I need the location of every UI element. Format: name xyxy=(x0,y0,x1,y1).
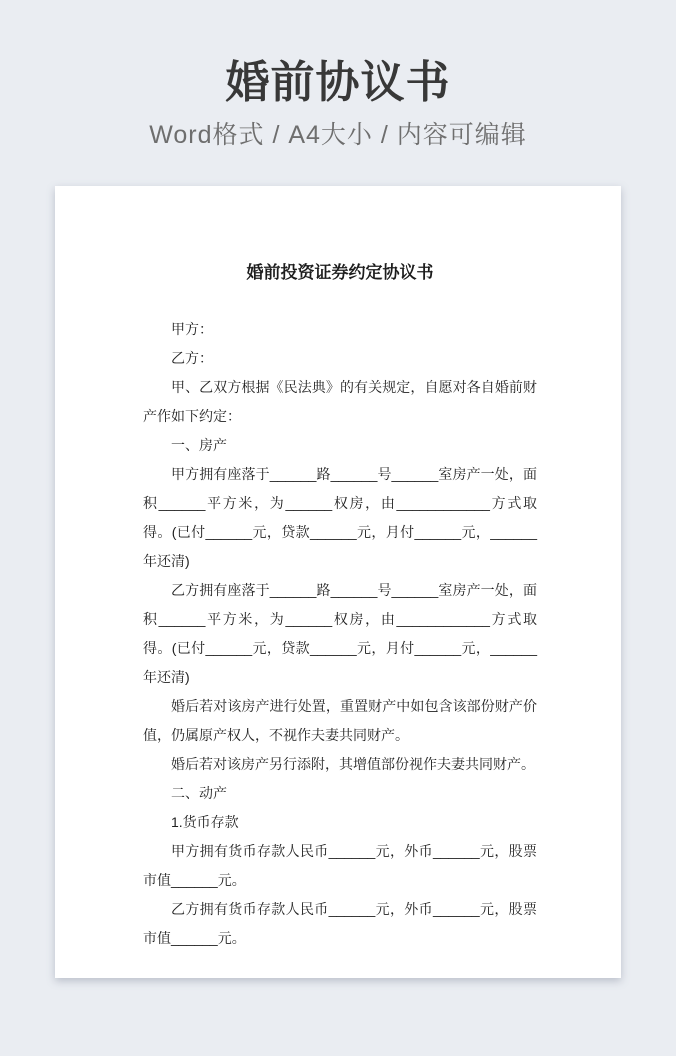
paragraph: 甲、乙双方根据《民法典》的有关规定，自愿对各自婚前财产作如下约定： xyxy=(143,379,537,424)
paragraph: 乙方： xyxy=(171,350,213,366)
paragraph: 1.货币存款 xyxy=(171,814,239,830)
paragraph: 婚后若对该房产另行添附，其增值部份视作夫妻共同财产。 xyxy=(171,756,535,772)
paragraph: 二、动产 xyxy=(171,785,227,801)
document-body xyxy=(143,315,537,953)
page-title: 婚前协议书 xyxy=(225,58,451,107)
paragraph: 一、房产 xyxy=(171,437,227,453)
paragraph: 甲方拥有货币存款人民币______元，外币______元，股票市值______元。 xyxy=(143,843,537,888)
paragraph: 乙方拥有座落于______路______号______室房产一处，面积______平方米，为______权房，由____________方式取得。(已付______元，贷款______元，月付______元，______年还清) xyxy=(143,582,537,685)
paragraph: 甲方拥有座落于______路______号______室房产一处，面积______平方米，为______权房，由____________方式取得。(已付______元，贷款______元，月付______元，______年还清) xyxy=(143,466,537,569)
page-subtitle: Word格式 / A4大小 / 内容可编辑 xyxy=(149,121,527,149)
document-title: 婚前投资证券约定协议书 xyxy=(246,263,434,282)
paragraph: 甲方： xyxy=(171,321,213,337)
document-page-preview xyxy=(55,186,621,978)
paragraph: 乙方拥有货币存款人民币______元，外币______元，股票市值______元。 xyxy=(143,901,537,946)
paragraph: 婚后若对该房产进行处置，重置财产中如包含该部份财产价值，仍属原产权人，不视作夫妻共同财产。 xyxy=(143,698,537,743)
page-header xyxy=(0,0,676,152)
